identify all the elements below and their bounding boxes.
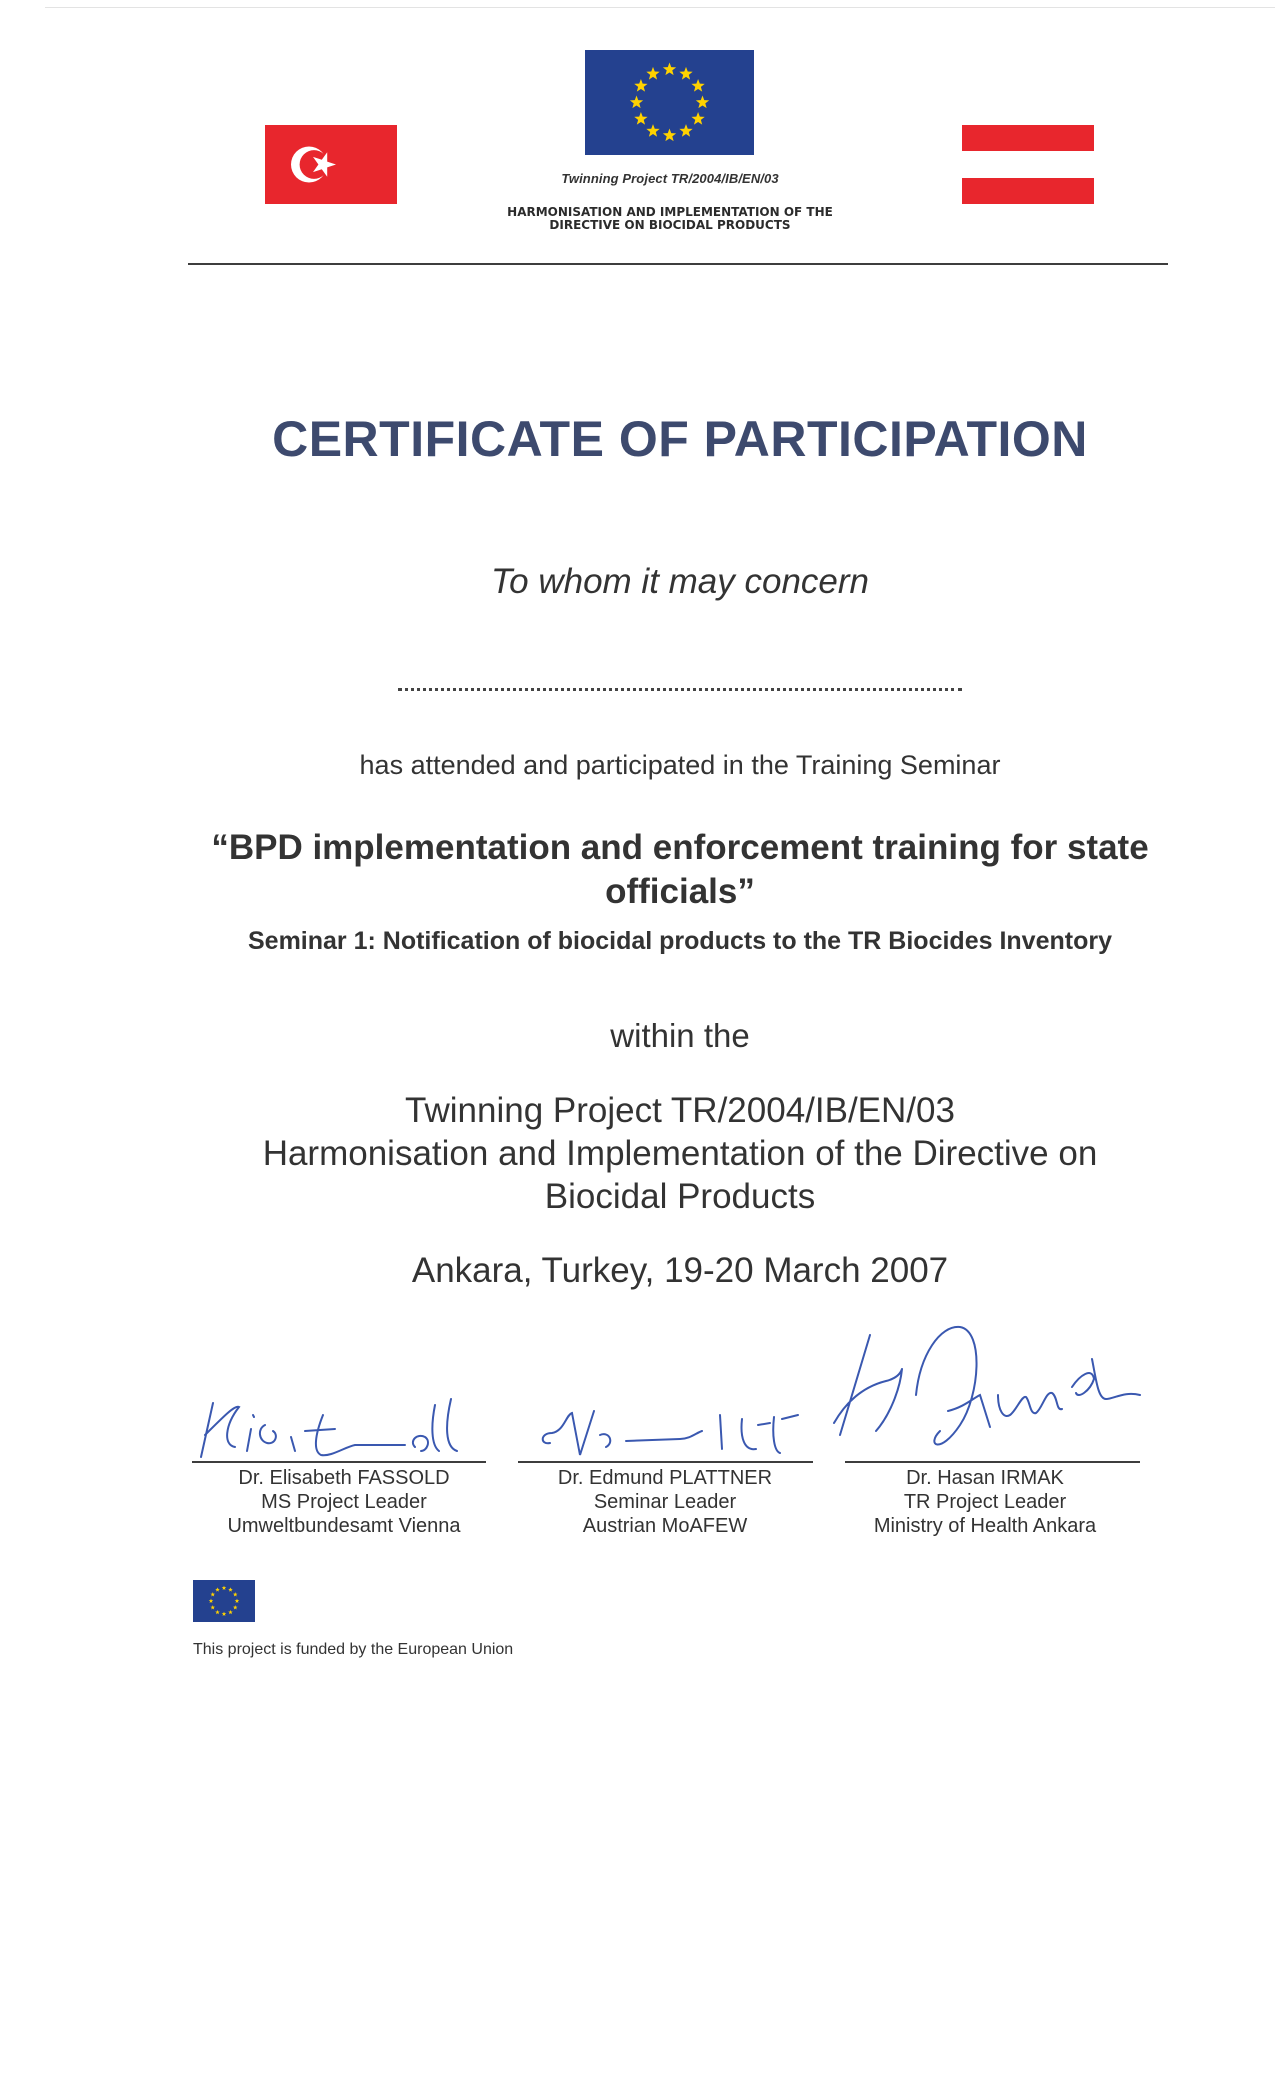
header-project-code: Twinning Project TR/2004/IB/EN/03	[561, 171, 779, 186]
header-subtitle-line2: DIRECTIVE ON BIOCIDAL PRODUCTS	[549, 218, 791, 232]
funding-notice: This project is funded by the European Union	[193, 1641, 514, 1658]
signature-line	[845, 1461, 1140, 1463]
eu-star-icon	[233, 1592, 238, 1596]
within-text: within the	[610, 1017, 750, 1054]
signature-plattner	[530, 1385, 820, 1465]
turkey-flag-icon	[265, 125, 397, 204]
salutation: To whom it may concern	[490, 562, 870, 601]
certificate-title: CERTIFICATE OF PARTICIPATION	[272, 411, 1088, 467]
signatory-name: Dr. Edmund PLATTNER	[557, 1467, 773, 1489]
signature-irmak	[830, 1315, 1150, 1465]
eu-star-icon	[235, 1599, 240, 1603]
signature-fassold	[195, 1385, 495, 1465]
eu-star-icon	[663, 129, 676, 142]
eu-star-icon	[663, 63, 676, 76]
project-line2: Harmonisation and Implementation of the Directive on	[262, 1134, 1098, 1173]
eu-star-icon	[646, 124, 659, 137]
eu-star-icon	[646, 67, 659, 80]
austria-flag-top-band	[962, 125, 1094, 151]
eu-star-icon	[679, 124, 692, 137]
eu-star-icon	[691, 112, 704, 125]
signatory-role: TR Project Leader	[903, 1491, 1067, 1513]
eu-star-icon	[233, 1605, 238, 1609]
signatory-role: MS Project Leader	[261, 1491, 427, 1513]
eu-star-icon	[691, 79, 704, 92]
eu-star-icon	[222, 1612, 227, 1616]
eu-flag-icon	[585, 50, 754, 155]
signatory-block	[505, 1466, 825, 1538]
eu-flag-icon	[193, 1580, 255, 1622]
eu-star-icon	[634, 79, 647, 92]
top-edge-rule	[45, 7, 1275, 8]
seminar-subtitle: Seminar 1: Notification of biocidal products to the TR Biocides Inventory	[248, 927, 1112, 955]
signatory-organization: Ministry of Health Ankara	[873, 1515, 1097, 1537]
signature-line	[192, 1461, 486, 1463]
eu-star-icon	[209, 1599, 214, 1603]
project-line1: Twinning Project TR/2004/IB/EN/03	[405, 1091, 955, 1130]
eu-star-icon	[210, 1592, 215, 1596]
seminar-title: “BPD implementation and enforcement training for state officials”	[211, 828, 1149, 911]
signatory-organization: Austrian MoAFEW	[582, 1515, 748, 1537]
attended-text: has attended and participated in the Training Seminar	[359, 750, 1001, 780]
eu-star-icon	[679, 67, 692, 80]
header-divider	[188, 263, 1168, 265]
austria-flag-bottom-band	[962, 178, 1094, 204]
signatory-name: Dr. Hasan IRMAK	[906, 1467, 1064, 1489]
signatory-name: Dr. Elisabeth FASSOLD	[238, 1467, 450, 1489]
eu-star-icon	[222, 1586, 227, 1590]
signatory-role: Seminar Leader	[593, 1491, 737, 1513]
eu-star-icon	[210, 1605, 215, 1609]
eu-star-icon	[634, 112, 647, 125]
eu-star-icon	[215, 1587, 220, 1591]
project-line3: Biocidal Products	[544, 1177, 816, 1216]
eu-star-icon	[215, 1610, 220, 1614]
participant-name-blank	[398, 688, 962, 691]
signatory-organization: Umweltbundesamt Vienna	[227, 1515, 461, 1537]
project-description	[180, 1089, 1180, 1218]
eu-star-icon	[696, 96, 709, 109]
header-subtitle-line1: HARMONISATION AND IMPLEMENTATION OF THE	[507, 205, 833, 219]
location-date: Ankara, Turkey, 19-20 March 2007	[411, 1251, 949, 1290]
signatory-block	[184, 1466, 504, 1538]
eu-star-icon	[228, 1610, 233, 1614]
signature-line	[518, 1461, 813, 1463]
signatory-block	[825, 1466, 1145, 1538]
eu-star-icon	[228, 1587, 233, 1591]
header-project-subtitle	[420, 206, 920, 232]
eu-star-icon	[630, 96, 643, 109]
austria-flag-icon	[962, 125, 1094, 204]
